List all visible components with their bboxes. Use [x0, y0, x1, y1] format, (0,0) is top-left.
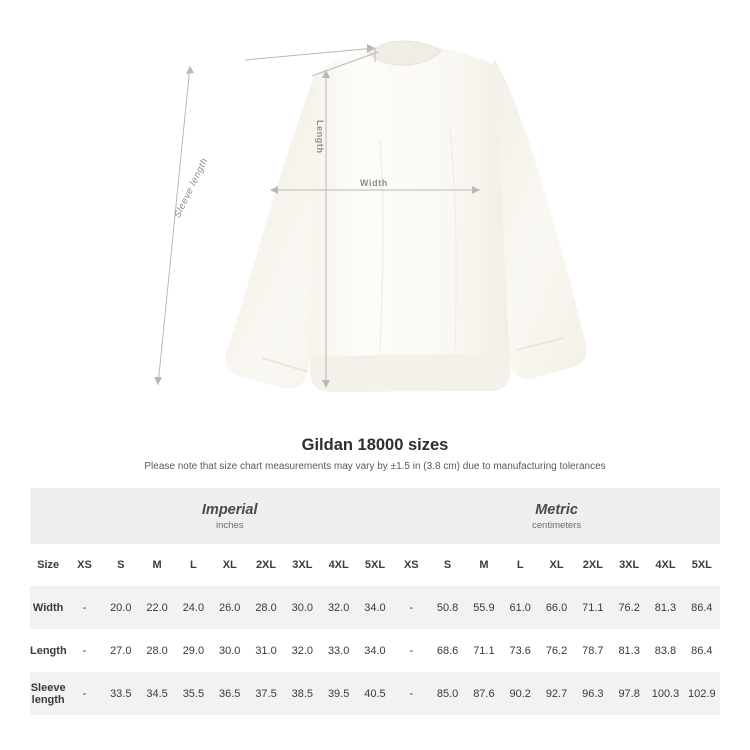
header-size-metric-m: M [466, 544, 502, 586]
sweatshirt-body [310, 41, 510, 392]
annotation-length: Length [315, 120, 325, 154]
width-imperial-xl: 26.0 [212, 586, 248, 629]
width-metric-5xl: 86.4 [684, 586, 720, 629]
sleeve-metric-s: 85.0 [429, 672, 465, 715]
sleeve-metric-l: 90.2 [502, 672, 538, 715]
width-metric-xs: - [393, 586, 429, 629]
width-imperial-xs: - [66, 586, 102, 629]
width-metric-m: 55.9 [466, 586, 502, 629]
size-table [30, 488, 720, 715]
table-row-sleeve-length [30, 672, 720, 715]
unit-group-imperial [66, 488, 393, 544]
sleeve-imperial-3xl: 38.5 [284, 672, 320, 715]
sleeve-metric-3xl: 97.8 [611, 672, 647, 715]
header-size-label: Size [30, 544, 66, 586]
sleeve-imperial-xl: 36.5 [212, 672, 248, 715]
header-size-metric-4xl: 4XL [647, 544, 683, 586]
width-imperial-l: 24.0 [175, 586, 211, 629]
length-metric-3xl: 81.3 [618, 644, 640, 657]
sleeve-metric-xs: - [393, 672, 429, 715]
header-size-imperial-xs: XS [66, 544, 102, 586]
width-imperial-3xl: 30.0 [284, 586, 320, 629]
row-label-width: Width [30, 586, 66, 629]
header-size-metric-s: S [429, 544, 465, 586]
unit-group-imperial-sub: inches [215, 519, 244, 531]
sleeve-imperial-m: 34.5 [139, 672, 175, 715]
title-block [0, 436, 750, 472]
sleeve-imperial-2xl: 37.5 [248, 672, 284, 715]
length-metric-2xl: 78.7 [582, 644, 604, 657]
size-header-row [30, 544, 720, 586]
unit-group-metric-name: Metric [535, 502, 578, 519]
length-imperial-s: 27.0 [110, 644, 132, 657]
sleeve-metric-4xl: 100.3 [647, 672, 683, 715]
header-size-imperial-5xl: 5XL [357, 544, 393, 586]
page-title: Gildan 18000 sizes [301, 436, 449, 454]
length-imperial-2xl: 31.0 [255, 644, 277, 657]
header-size-metric-5xl: 5XL [684, 544, 720, 586]
sleeve-metric-xl: 92.7 [538, 672, 574, 715]
table-row-width [30, 586, 720, 629]
width-metric-s: 50.8 [429, 586, 465, 629]
width-metric-4xl: 81.3 [647, 586, 683, 629]
header-size-imperial-s: S [103, 544, 139, 586]
sleeve-imperial-s: 33.5 [103, 672, 139, 715]
width-imperial-5xl: 34.0 [357, 586, 393, 629]
length-metric-4xl: 83.8 [654, 644, 677, 657]
sleeve-imperial-5xl: 40.5 [357, 672, 393, 715]
length-metric-xl: 76.2 [545, 644, 568, 657]
length-imperial-xs: - [82, 644, 87, 657]
header-size-metric-2xl: 2XL [575, 544, 611, 586]
length-metric-m: 71.1 [473, 644, 495, 657]
width-metric-l: 61.0 [502, 586, 538, 629]
length-imperial-4xl: 33.0 [327, 644, 350, 657]
annotation-width: Width [360, 178, 388, 188]
width-imperial-s: 20.0 [103, 586, 139, 629]
tolerance-note: Please note that size chart measurements may vary by ±1.5 in (3.8 cm) due to manufacturing tolerances [144, 461, 606, 472]
sleeve-imperial-l: 35.5 [175, 672, 211, 715]
size-table-wrapper [30, 488, 720, 715]
unit-group-metric [393, 488, 720, 544]
sleeve-imperial-4xl: 39.5 [321, 672, 357, 715]
width-metric-2xl: 71.1 [575, 586, 611, 629]
length-imperial-l: 29.0 [182, 644, 205, 657]
header-size-imperial-2xl: 2XL [248, 544, 284, 586]
sleeve-imperial-xs: - [66, 672, 102, 715]
sleeve-metric-2xl: 96.3 [575, 672, 611, 715]
sleeve-metric-5xl: 102.9 [684, 672, 720, 715]
annotation-sleeve-length: Sleeve length [172, 156, 211, 220]
width-imperial-4xl: 32.0 [321, 586, 357, 629]
length-imperial-m: 28.0 [146, 644, 168, 657]
length-imperial-xl: 30.0 [219, 644, 241, 657]
width-imperial-2xl: 28.0 [248, 586, 284, 629]
header-size-metric-3xl: 3XL [611, 544, 647, 586]
width-metric-3xl: 76.2 [611, 586, 647, 629]
header-size-imperial-xl: XL [212, 544, 248, 586]
length-imperial-5xl: 34.0 [364, 644, 386, 657]
width-metric-xl: 66.0 [538, 586, 574, 629]
unit-group-imperial-name: Imperial [201, 502, 258, 519]
length-metric-s: 68.6 [436, 644, 459, 657]
header-size-imperial-3xl: 3XL [284, 544, 320, 586]
length-metric-5xl: 86.4 [691, 644, 713, 657]
header-size-metric-l: L [502, 544, 538, 586]
unit-group-metric-sub: centimeters [532, 519, 582, 531]
sweatshirt-illustration [130, 40, 620, 405]
header-size-imperial-4xl: 4XL [321, 544, 357, 586]
header-size-imperial-m: M [139, 544, 175, 586]
row-label-sleeve-length: Sleeve length [30, 672, 66, 715]
sleeve-metric-m: 87.6 [466, 672, 502, 715]
length-metric-l: 73.6 [509, 644, 531, 657]
unit-corner-cell [30, 488, 66, 544]
row-label-length: Length [30, 644, 67, 657]
header-size-metric-xl: XL [538, 544, 574, 586]
unit-group-row [30, 488, 720, 544]
table-row-length [30, 629, 720, 672]
header-size-imperial-l: L [175, 544, 211, 586]
length-metric-xs: - [409, 644, 414, 657]
header-size-metric-xs: XS [393, 544, 429, 586]
length-imperial-3xl: 32.0 [291, 644, 314, 657]
width-imperial-m: 22.0 [139, 586, 175, 629]
